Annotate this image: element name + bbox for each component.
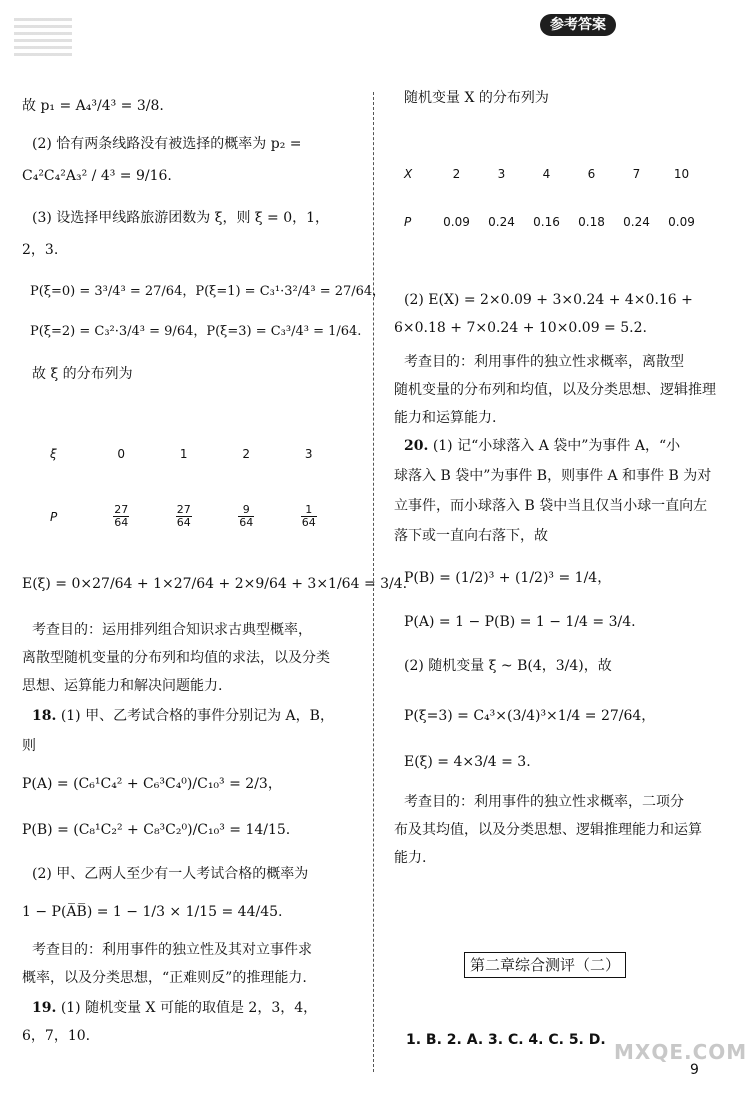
x-distribution-table: [404, 164, 704, 232]
table-cell: 0.09: [443, 215, 470, 229]
text-line: 则: [22, 738, 36, 754]
text-line: P(ξ=0) = 3³/4³ = 27/64，P(ξ=1) = C₃¹·3²/4³ = 27/64，: [30, 284, 386, 299]
xi-distribution-table: [50, 444, 340, 529]
watermark: MXQE.COM: [614, 1040, 748, 1064]
text-line: 考查目的：利用事件的独立性求概率，离散型: [404, 354, 684, 370]
text-line: 考查目的：运用排列组合知识求古典型概率，: [32, 622, 312, 638]
text-line: 故 p₁ = A₄³/4³ = 3/8.: [22, 98, 164, 114]
table-cell: 2: [242, 447, 251, 461]
text-line: P(A) = 1 − P(B) = 1 − 1/4 = 3/4.: [404, 614, 636, 630]
table-cell: 6: [587, 167, 596, 181]
text-line: 概率，以及分类思想，“正难则反”的推理能力.: [22, 970, 307, 986]
question-19: 19. (1) 随机变量 X 可能的取值是 2，3，4，: [32, 1000, 318, 1016]
text-line: 落下或一直向右落下，故: [394, 528, 548, 544]
text-line: 离散型随机变量的分布列和均值的求法，以及分类: [22, 650, 330, 666]
text-line: 球落入 B 袋中”为事件 B，则事件 A 和事件 B 为对: [394, 468, 712, 484]
table-cell: X: [404, 167, 413, 181]
table-cell: P: [50, 509, 58, 524]
table-cell: 1: [179, 447, 188, 461]
text-line: 立事件，而小球落入 B 袋中当且仅当小球一直向左: [394, 498, 708, 514]
text-line: (2) 随机变量 ξ ~ B(4，3/4)，故: [404, 658, 612, 674]
question-20: 20. (1) 记“小球落入 A 袋中”为事件 A，“小: [404, 438, 681, 454]
table-cell: 0.16: [533, 215, 560, 229]
text-line: (2) 甲、乙两人至少有一人考试合格的概率为: [32, 866, 309, 882]
table-cell: 0.09: [668, 215, 695, 229]
page-number: 9: [690, 1062, 699, 1078]
table-cell: 3: [304, 447, 313, 461]
text-line: 6×0.18 + 7×0.24 + 10×0.09 = 5.2.: [394, 320, 647, 336]
text-line: 2，3.: [22, 242, 59, 258]
text-line: 考查目的：利用事件的独立性求概率，二项分: [404, 794, 684, 810]
table-cell: 2: [452, 167, 461, 181]
table-cell: 0.24: [623, 215, 650, 229]
text-line: P(ξ=3) = C₄³×(3/4)³×1/4 = 27/64，: [404, 708, 656, 724]
table-cell: 3: [497, 167, 506, 181]
text-line: 能力和运算能力.: [394, 410, 497, 426]
text-line: E(ξ) = 0×27/64 + 1×27/64 + 2×9/64 + 3×1/64 = 3/4.: [22, 576, 408, 592]
table-cell: 0.24: [488, 215, 515, 229]
text-line: 布及其均值，以及分类思想、逻辑推理能力和运算: [394, 822, 702, 838]
text-line: (2) E(X) = 2×0.09 + 3×0.24 + 4×0.16 +: [404, 292, 693, 308]
table-cell: 4: [542, 167, 551, 181]
text-line: 6，7，10.: [22, 1028, 91, 1044]
text-line: P(ξ=2) = C₃²·3/4³ = 9/64，P(ξ=3) = C₃³/4³ = 1/64.: [30, 324, 362, 339]
multiple-choice-answers: 1. B. 2. A. 3. C. 4. C. 5. D.: [406, 1032, 606, 1048]
table-cell: 0.18: [578, 215, 605, 229]
fraction: $\frac{1}{64}$: [301, 503, 316, 529]
text-line: 能力.: [394, 850, 427, 866]
text-line: 随机变量的分布列和均值，以及分类思想、逻辑推理: [394, 382, 716, 398]
section-title: 第二章综合测评（二）: [464, 952, 626, 978]
table-cell: 7: [632, 167, 641, 181]
answer-key-tag: 参考答案: [540, 14, 616, 36]
fraction: $\frac{27}{64}$: [176, 503, 191, 529]
text-line: 故 ξ 的分布列为: [32, 366, 133, 382]
text-line: E(ξ) = 4×3/4 = 3.: [404, 754, 531, 770]
text-line: P(A) = (C₆¹C₄² + C₆³C₄⁰)/C₁₀³ = 2/3，: [22, 776, 282, 792]
text-line: P(B) = (C₈¹C₂² + C₈³C₂⁰)/C₁₀³ = 14/15.: [22, 822, 291, 838]
text-line: P(B) = (1/2)³ + (1/2)³ = 1/4，: [404, 570, 612, 586]
text-line: 考查目的：利用事件的独立性及其对立事件求: [32, 942, 312, 958]
text-line: 1 − P(A̅B̅) = 1 − 1/3 × 1/15 = 44/45.: [22, 904, 283, 920]
table-cell: P: [404, 215, 412, 229]
stamp-logo: [14, 14, 72, 56]
fraction: $\frac{9}{64}$: [239, 503, 254, 529]
table-cell: ξ: [50, 447, 57, 461]
table-cell: 10: [673, 167, 690, 181]
text-line: (2) 恰有两条线路没有被选择的概率为 p₂ =: [32, 136, 302, 152]
fraction: $\frac{27}{64}$: [114, 503, 129, 529]
text-line: 思想、运算能力和解决问题能力.: [22, 678, 223, 694]
text-line: C₄²C₄²A₃² / 4³ = 9/16.: [22, 168, 172, 184]
table-cell: 0: [117, 447, 126, 461]
text-line: (3) 设选择甲线路旅游团数为 ξ，则 ξ = 0，1，: [32, 210, 330, 226]
question-18: 18. (1) 甲、乙考试合格的事件分别记为 A，B，: [32, 708, 334, 724]
text-line: 随机变量 X 的分布列为: [404, 90, 549, 106]
